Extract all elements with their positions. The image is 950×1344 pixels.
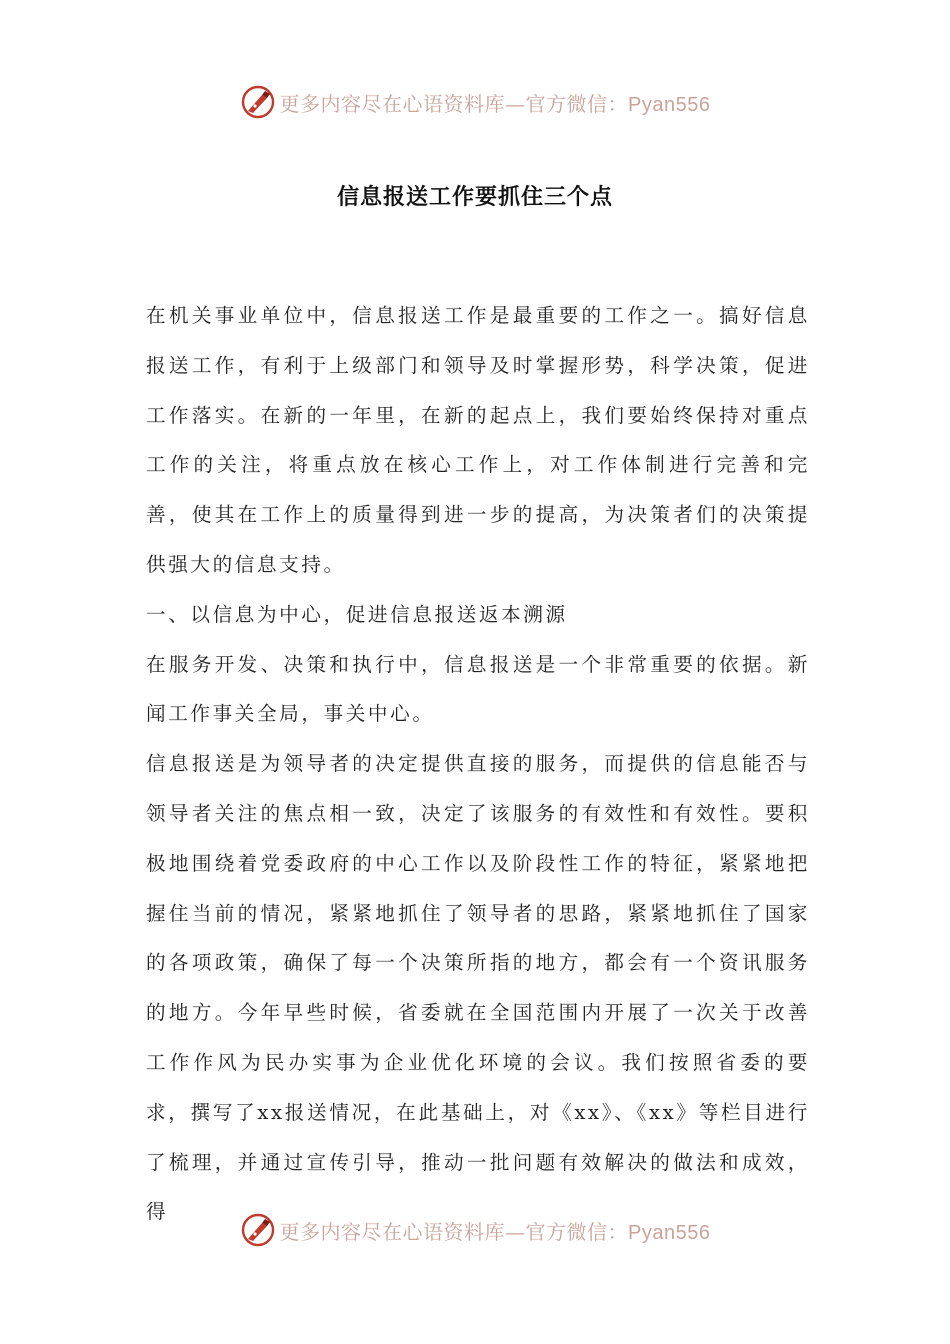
footer-banner: [0, 1208, 950, 1252]
banner-wechat-label: 官方微信：: [525, 1219, 629, 1244]
paragraph-intro: 在机关事业单位中，信息报送工作是最重要的工作之一。搞好信息报送工作，有利于上级部门和领导及时掌握形势，科学决策，促进工作落实。在新的一年里，在新的起点上，我们要始终保持对重点工作的关注，将重点放在核心工作上，对工作体制进行完善和完善，使其在工作上的质量得到进一步的提高，为决策者们的决策提供强大的信息支持。: [146, 304, 810, 576]
paragraph: 信息报送是为领导者的决定提供直接的服务，而提供的信息能否与领导者关注的焦点相一致，决定了该服务的有效性和有效性。要积极地围绕着党委政府的中心工作以及阶段性工作的特征，紧紧地把握住当前的情况，紧紧地抓住了领导者的思路，紧紧地抓住了国家的各项政策，确保了每一个决策所指的地方，都会有一个资讯服务的地方。今年早些时候，省委就在全国范围内开展了一次关于改善工作作风为民办实事为企业优化环境的会议。我们按照省委的要求，撰写了xx报送情况，在此基础上，对《xx》、《xx》等栏目进行了梳理，并通过宣传引导，推动一批问题有效解决的做法和成效，得: [146, 752, 810, 1224]
document-title: 信息报送工作要抓住三个点: [336, 184, 613, 210]
banner-wechat-id: Pyan556: [628, 1221, 711, 1244]
section-heading-1: 一、以信息为中心，促进信息报送返本溯源: [146, 602, 568, 626]
pen-nib-circle-icon: [240, 1212, 276, 1248]
banner-wechat-label: 官方微信：: [525, 91, 629, 116]
document-body: [146, 291, 810, 1237]
banner-site-name: 更多内容尽在心语资料库: [279, 91, 506, 116]
banner-separator: —: [505, 91, 526, 116]
pen-nib-circle-icon: [240, 84, 276, 120]
banner-separator: —: [505, 1219, 526, 1244]
banner-text: [280, 1216, 711, 1245]
paragraph: 在服务开发、决策和执行中，信息报送是一个非常重要的依据。新闻工作事关全局，事关中心。: [146, 652, 810, 726]
banner-site-name: 更多内容尽在心语资料库: [279, 1219, 506, 1244]
banner-wechat-id: Pyan556: [628, 93, 711, 116]
header-banner: [0, 80, 950, 124]
banner-text: [280, 88, 711, 117]
